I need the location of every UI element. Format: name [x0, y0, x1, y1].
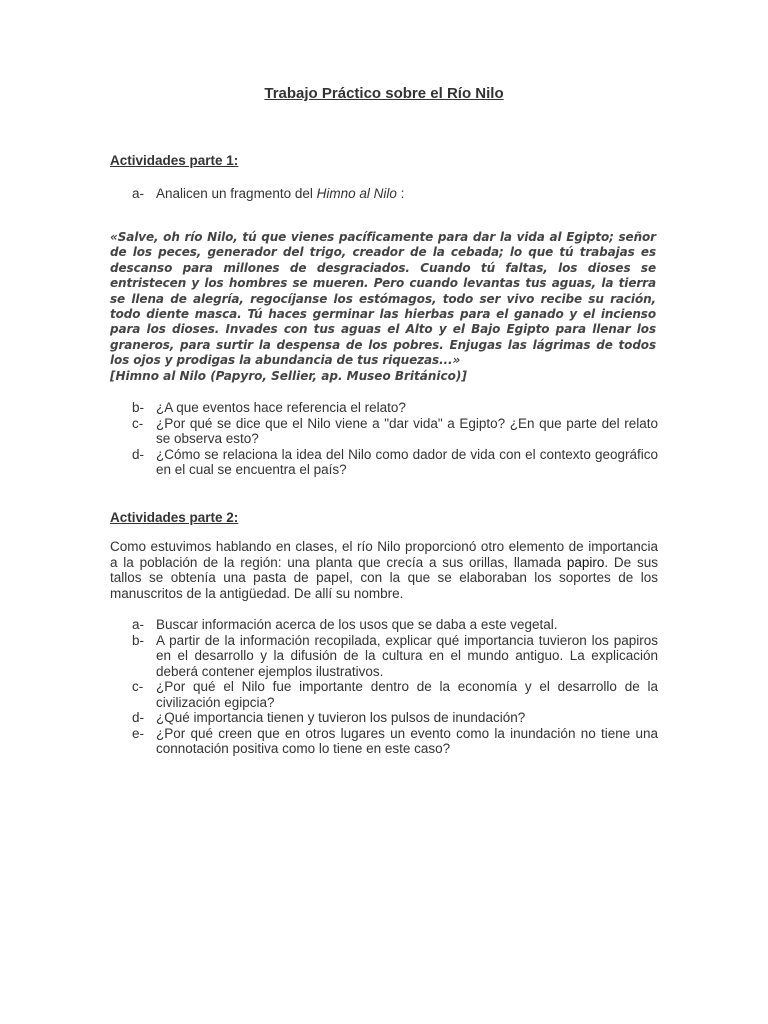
list-marker: b- — [132, 632, 145, 648]
papiro-word: papiro — [566, 554, 605, 570]
list-item — [110, 679, 658, 710]
list-marker: c- — [132, 415, 144, 431]
question-text: ¿Qué importancia tienen y tuvieron los pulsos de inundación? — [156, 710, 526, 725]
item-a-text-before: Analicen un fragmento del — [156, 186, 317, 201]
part2-intro — [110, 539, 658, 601]
question-text: ¿Cómo se relaciona la idea del Nilo como dador de vida con el contexto geográfico en el cual se encuentra el país? — [156, 446, 658, 477]
quote-source: [Himno al Nilo (Papyro, Sellier, ap. Museo Británico)] — [110, 369, 467, 383]
document-title: Trabajo Práctico sobre el Río Nilo — [264, 85, 504, 102]
list-marker: b- — [132, 400, 145, 415]
question-text: A partir de la información recopilada, explicar qué importancia tuvieron los papiros en el desarrollo y la difusión de la cultura en el mundo antiguo. La explicación deberá contener ejemplos ilustrativos. — [156, 632, 658, 679]
question-text: ¿A que eventos hace referencia el relato? — [156, 400, 406, 415]
question-text: Buscar información acerca de los usos que se daba a este vegetal. — [156, 617, 558, 632]
list-item — [110, 710, 658, 726]
list-item — [110, 447, 658, 478]
part2-heading: Actividades parte 2: — [110, 510, 239, 525]
intro-text-before: Como estuvimos hablando en clases, el río Nilo proporcionó otro elemento de importancia a la población de la región: una planta que crecía a sus orillas, llamada — [110, 539, 658, 570]
list-marker: c- — [132, 679, 144, 694]
part2-questions — [110, 617, 658, 757]
part1-item-a-list — [110, 186, 658, 202]
list-marker: e- — [132, 725, 145, 741]
item-a-text-after: : — [396, 186, 405, 201]
list-item — [110, 617, 658, 633]
question-text: ¿Por qué creen que en otros lugares un evento como la inundación no tiene una connotación positiva como lo tiene en este caso? — [156, 725, 658, 756]
list-marker: a- — [132, 186, 145, 201]
list-marker: d- — [132, 446, 145, 462]
list-item — [110, 400, 658, 416]
list-item — [110, 633, 658, 680]
list-item — [110, 416, 658, 447]
list-item — [110, 186, 658, 202]
part1-questions — [110, 400, 658, 478]
hymn-quote: «Salve, oh río Nilo, tú que vienes pacíficamente para dar la vida al Egipto; señor de los peces, generador del trigo, creador de la cebada; lo que tú trabajas es descanso para millones de desgraciados. Cuando tú faltas, los dioses se entristecen y los hombres se mueren. Pero cuando levantas tus aguas, la tierra se llena de alegría, regocíjanse los estómagos, todo ser vivo recibe su ración, todo diente masca. Tú haces germinar las hierbas para el ganado y el incienso para los dioses. Invades con tus aguas el Alto y el Bajo Egipto para llenar los graneros, para surtir la despensa de los pobres. Enjugas las lágrimas de todos los ojos y prodigas la abundancia de tus riquezas...» — [110, 230, 656, 368]
intro-text-after: . De sus tallos se obtenía una pasta de papel, con la que se elaboraban los soportes de los manuscritos de la antigüedad. De allí su nombre. — [110, 554, 658, 601]
part1-heading: Actividades parte 1: — [110, 153, 239, 168]
item-a-italic-title: Himno al Nilo — [316, 186, 397, 201]
list-item — [110, 726, 658, 757]
question-text: ¿Por qué el Nilo fue importante dentro de la economía y el desarrollo de la civilización egipcia? — [156, 679, 658, 710]
list-marker: d- — [132, 710, 145, 725]
item-a-text — [156, 186, 658, 202]
question-text: ¿Por qué se dice que el Nilo viene a "dar vida" a Egipto? ¿En que parte del relato se observa esto? — [156, 415, 658, 446]
list-marker: a- — [132, 617, 145, 632]
